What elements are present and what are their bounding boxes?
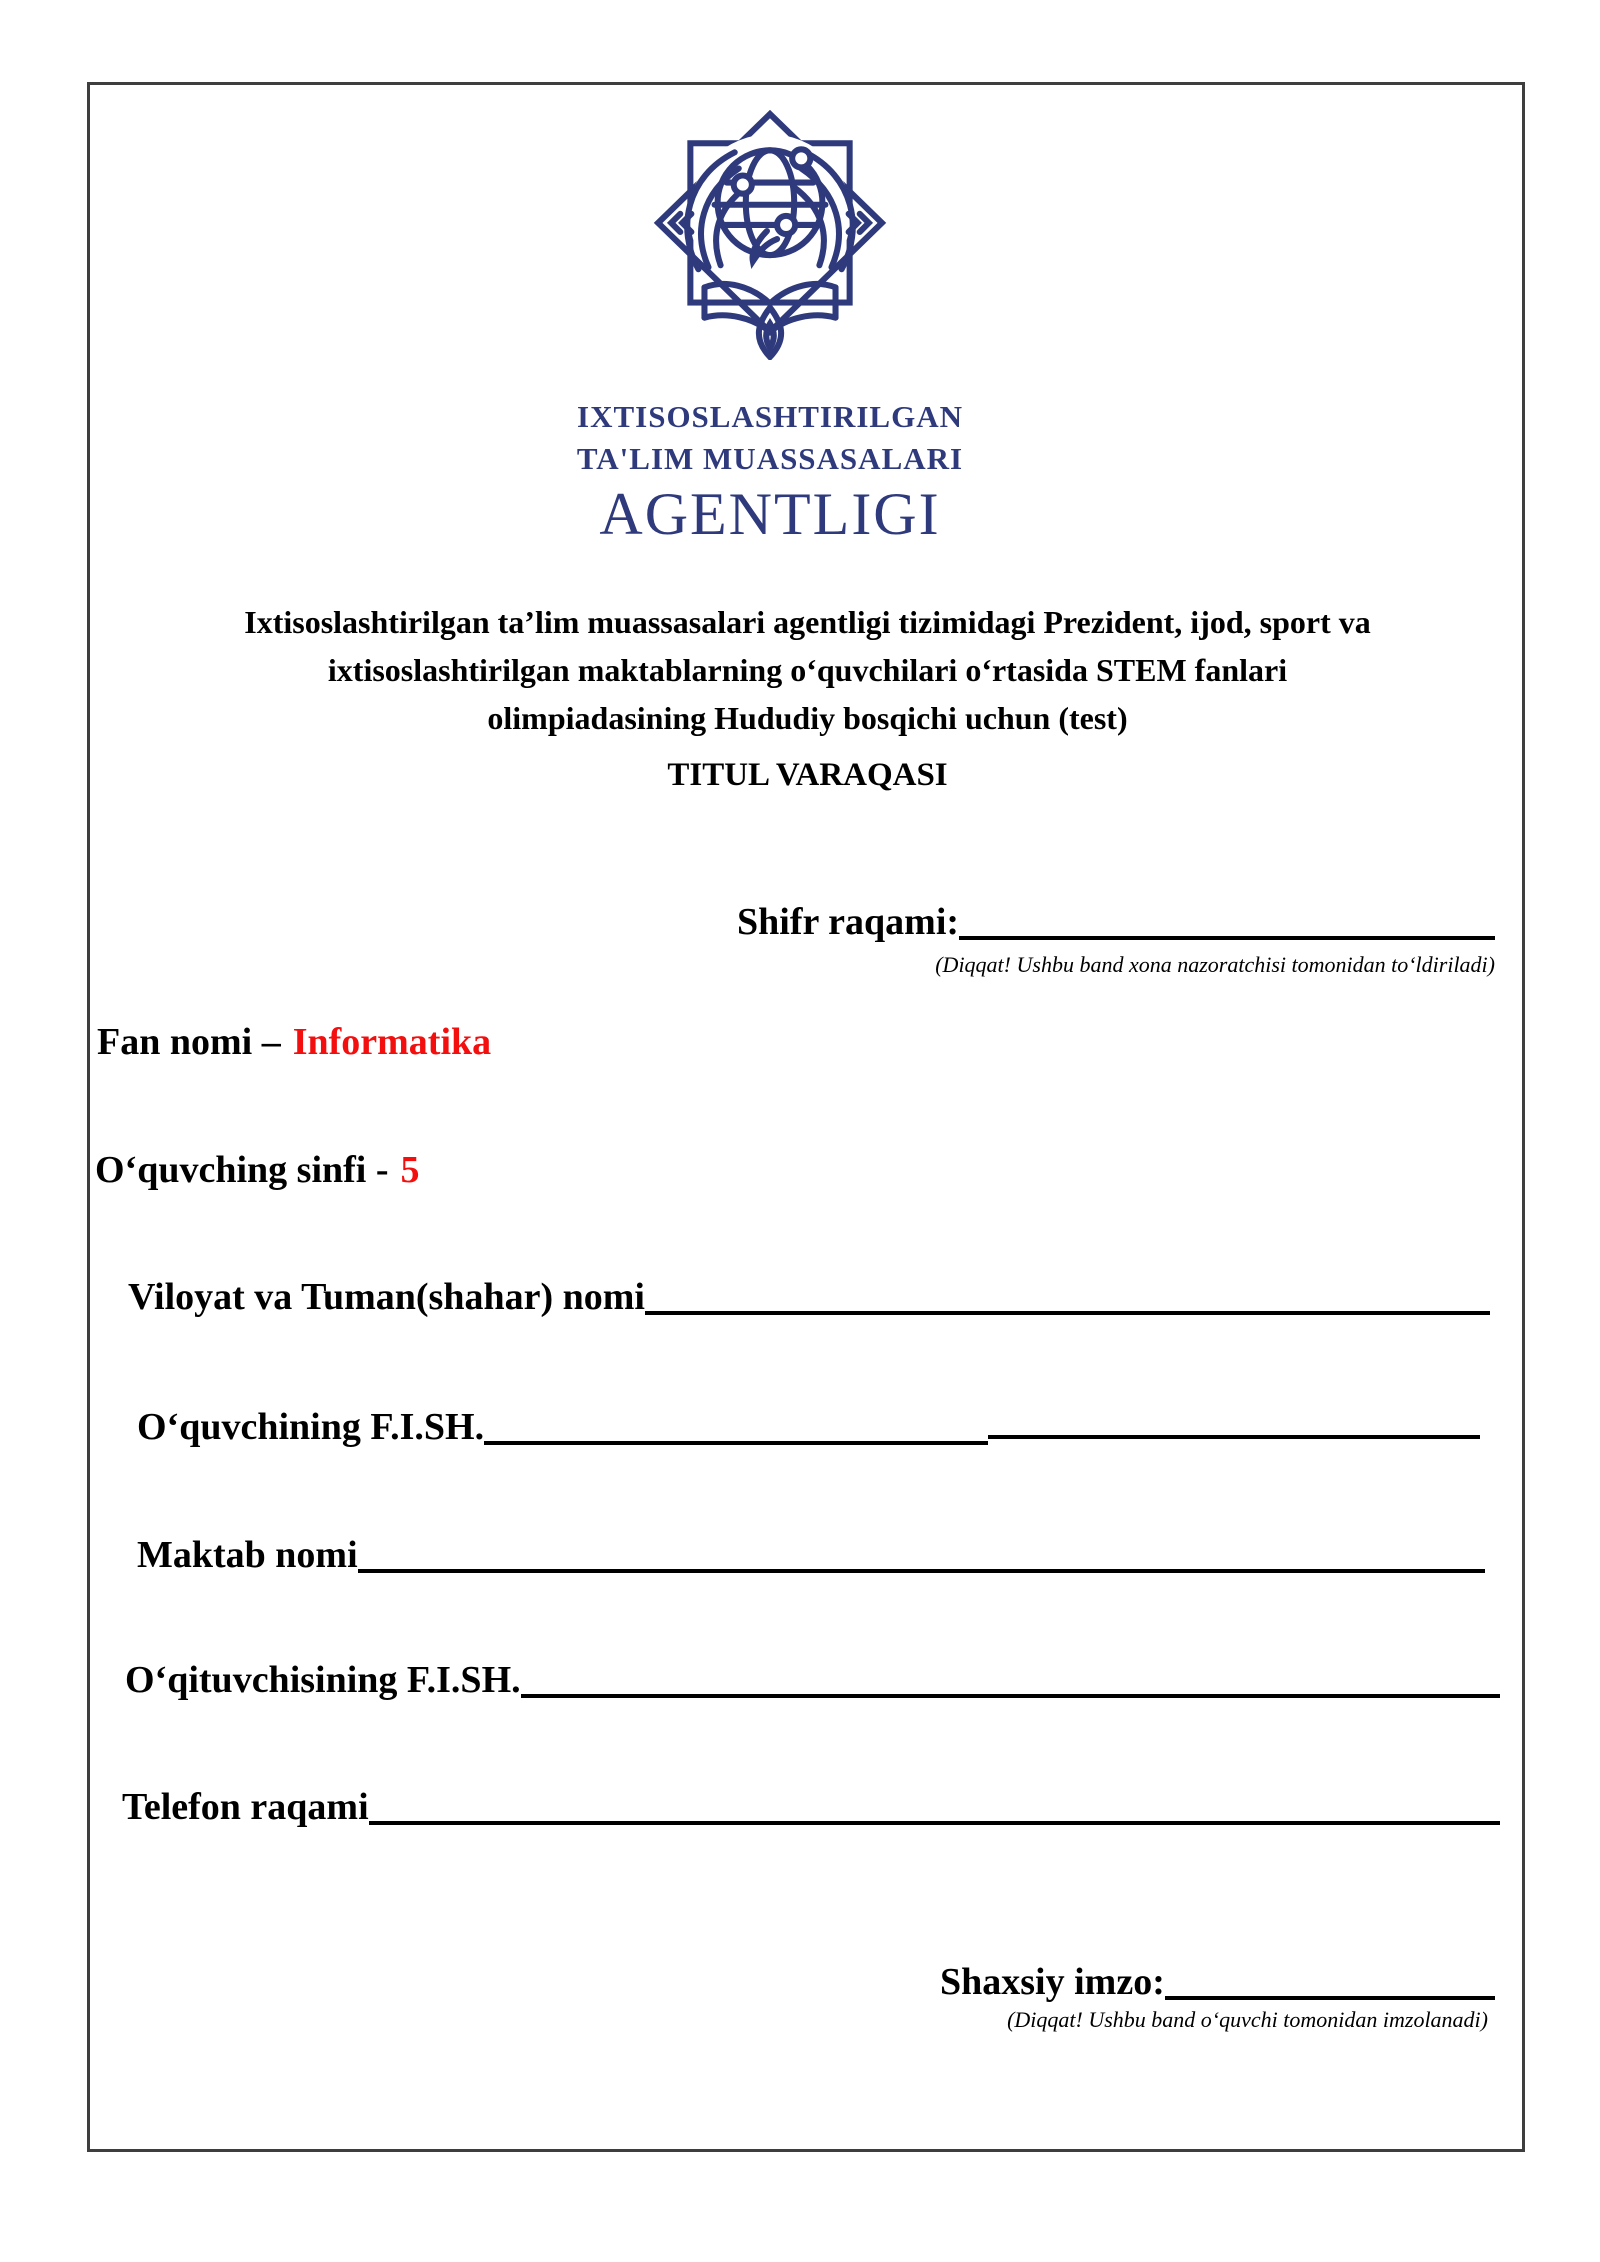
heading-line1: Ixtisoslashtirilgan ta’lim muassasalari agentligi tizimidagi Prezident, ijod, sport va (244, 604, 1371, 640)
sinf-value: 5 (400, 1149, 420, 1191)
heading-line3: olimpiadasining Hududiy bosqichi uchun (test) (487, 700, 1128, 736)
shaxsiy-imzo-row (940, 1961, 1495, 2004)
oquvchining-fish-blank-line-2 (988, 1435, 1480, 1439)
shaxsiy-imzo-blank-line (1165, 1996, 1495, 2000)
heading-line2: ixtisoslashtirilgan maktablarning oʻquvchilari oʻrtasida STEM fanlari (327, 652, 1288, 688)
telefon-raqami-blank-line (369, 1821, 1500, 1825)
imzo-note: (Diqqat! Ushbu band oʻquvchi tomonidan imzolanadi) (1007, 2007, 1488, 2032)
sinf-row (95, 1149, 420, 1192)
page-title: TITUL VARAQASI (667, 757, 948, 793)
agency-name-line3: AGENTLIGI (599, 481, 941, 547)
telefon-raqami-row (122, 1786, 1500, 1829)
shifr-raqami-label: Shifr raqami: (737, 901, 960, 943)
oqituvchi-fish-label: Oʻqituvchisining F.I.SH. (125, 1659, 521, 1701)
maktab-nomi-blank-line (358, 1569, 1485, 1573)
fan-nomi-value: Informatika (292, 1021, 492, 1063)
document-heading (87, 598, 1528, 742)
agency-logo-icon (652, 110, 888, 360)
oquvchining-fish-row (137, 1406, 1480, 1449)
agency-name-line2: TA'LIM MUASSASALARI (576, 441, 964, 476)
logo-center-disk (689, 134, 850, 295)
sinf-label: Oʻquvching sinfi - (95, 1149, 389, 1191)
viloyat-label: Viloyat va Tuman(shahar) nomi (128, 1276, 645, 1318)
maktab-nomi-label: Maktab nomi (137, 1534, 358, 1576)
oqituvchi-fish-row (125, 1659, 1500, 1702)
oquvchining-fish-blank-line-1 (484, 1441, 988, 1445)
agency-name-block (420, 396, 1120, 546)
shifr-note: (Diqqat! Ushbu band xona nazoratchisi tomonidan toʻldiriladi) (935, 952, 1495, 977)
fan-nomi-row (97, 1021, 491, 1064)
shifr-raqami-blank-line (959, 936, 1495, 940)
telefon-raqami-label: Telefon raqami (122, 1786, 369, 1828)
oqituvchi-fish-blank-line (521, 1694, 1500, 1698)
shaxsiy-imzo-label: Shaxsiy imzo: (940, 1961, 1165, 2003)
agency-name-line1: IXTISOSLASHTIRILGAN (577, 399, 963, 434)
viloyat-blank-line (645, 1311, 1490, 1315)
viloyat-row (128, 1276, 1490, 1319)
oquvchining-fish-label: Oʻquvchining F.I.SH. (137, 1406, 485, 1448)
maktab-nomi-row (137, 1534, 1485, 1577)
shifr-raqami-row (737, 901, 1495, 944)
fan-nomi-label: Fan nomi – (97, 1021, 281, 1063)
page-border-frame (87, 82, 1525, 2152)
